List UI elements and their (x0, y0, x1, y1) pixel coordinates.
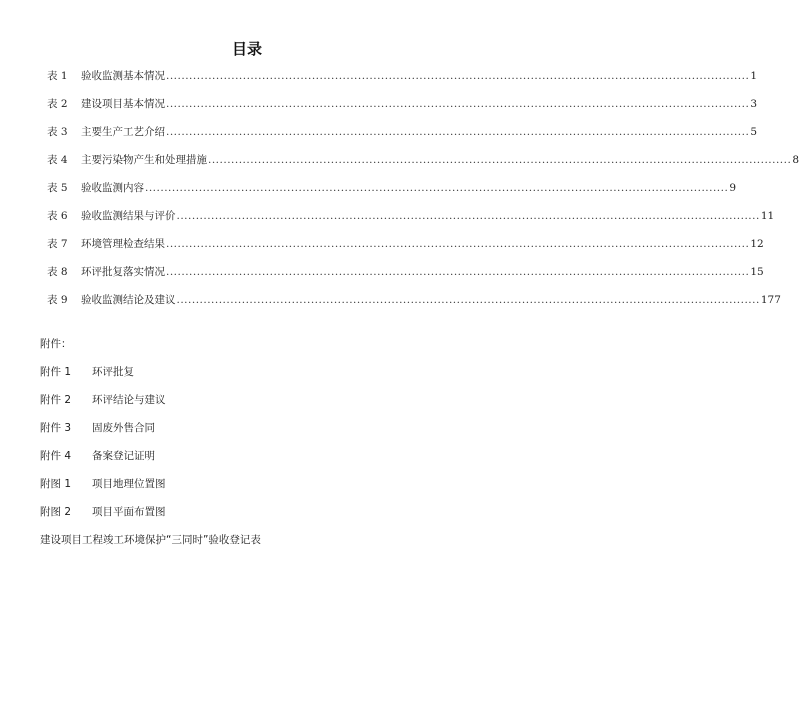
table-of-contents (47, 68, 799, 320)
attachment-title: 备案登记证明 (92, 450, 155, 462)
toc-entry-page: 11 (760, 210, 775, 222)
toc-entry-title: 验收监测结果与评价 (81, 210, 176, 222)
attachment-item[interactable] (40, 358, 460, 386)
toc-entry-label: 表 5 (47, 182, 68, 194)
toc-leader-dots: ........................................................................................................................................................ (166, 238, 750, 250)
figure-item[interactable] (40, 498, 460, 526)
attachment-item[interactable] (40, 414, 460, 442)
toc-leader-dots: ........................................................................................................................................................ (166, 126, 750, 138)
toc-entry-label: 表 7 (47, 238, 68, 250)
toc-entry-label: 表 1 (47, 70, 68, 82)
figure-title: 项目平面布置图 (92, 506, 166, 518)
toc-leader-dots: ........................................................................................................................................................ (145, 182, 729, 194)
registration-form-item[interactable]: 建设项目工程竣工环境保护“三同时”验收登记表 (40, 534, 261, 546)
figure-item[interactable] (40, 470, 460, 498)
toc-entry[interactable] (47, 124, 758, 152)
toc-entry[interactable] (47, 180, 737, 208)
attachment-label: 附件 3 (40, 422, 72, 434)
toc-entry-page: 15 (750, 266, 764, 278)
toc-entry-label: 表 8 (47, 266, 68, 278)
toc-entry[interactable] (47, 208, 775, 236)
toc-leader-dots: ........................................................................................................................................................ (176, 210, 760, 222)
toc-entry-page: 8 (792, 154, 799, 166)
attachments-list (40, 330, 460, 554)
toc-entry-page: 177 (760, 294, 781, 306)
toc-leader-dots: ........................................................................................................................................................ (176, 294, 760, 306)
toc-entry[interactable] (47, 152, 799, 180)
toc-entry-label: 表 3 (47, 126, 68, 138)
toc-entry-title: 验收监测内容 (81, 182, 144, 194)
toc-leader-dots: ........................................................................................................................................................ (208, 154, 792, 166)
toc-entry-label: 表 9 (47, 294, 68, 306)
toc-entry-label: 表 4 (47, 154, 68, 166)
attachments-heading: 附件： (40, 338, 72, 350)
toc-entry-page: 9 (729, 182, 737, 194)
toc-entry-title: 环评批复落实情况 (81, 266, 165, 278)
toc-entry-title: 主要污染物产生和处理措施 (81, 154, 207, 166)
attachment-item[interactable] (40, 442, 460, 470)
toc-leader-dots: ........................................................................................................................................................ (166, 70, 750, 82)
page-title: 目录 (231, 40, 262, 58)
toc-entry[interactable] (47, 236, 764, 264)
toc-entry-title: 环境管理检查结果 (81, 238, 165, 250)
toc-entry-label: 表 6 (47, 210, 68, 222)
toc-entry-title: 验收监测基本情况 (81, 70, 165, 82)
attachment-title: 固废外售合同 (92, 422, 155, 434)
toc-entry-title: 主要生产工艺介绍 (81, 126, 165, 138)
toc-entry-label: 表 2 (47, 98, 68, 110)
toc-entry-page: 12 (750, 238, 764, 250)
toc-entry-title: 建设项目基本情况 (81, 98, 165, 110)
toc-entry-title: 验收监测结论及建议 (81, 294, 176, 306)
attachment-title: 环评批复 (92, 366, 134, 378)
attachment-title: 环评结论与建议 (92, 394, 166, 406)
toc-entry[interactable] (47, 68, 758, 96)
toc-leader-dots: ........................................................................................................................................................ (166, 98, 750, 110)
toc-entry[interactable] (47, 264, 764, 292)
attachment-label: 附件 2 (40, 394, 72, 406)
toc-entry-page: 5 (750, 126, 758, 138)
figure-label: 附图 1 (40, 478, 72, 490)
toc-entry-page: 3 (750, 98, 758, 110)
attachment-label: 附件 1 (40, 366, 72, 378)
toc-entry[interactable] (47, 96, 758, 124)
attachment-item[interactable] (40, 386, 460, 414)
toc-leader-dots: ........................................................................................................................................................ (166, 266, 750, 278)
figure-label: 附图 2 (40, 506, 72, 518)
attachment-label: 附件 4 (40, 450, 72, 462)
toc-entry-page: 1 (750, 70, 758, 82)
figure-title: 项目地理位置图 (92, 478, 166, 490)
toc-entry[interactable] (47, 292, 781, 320)
